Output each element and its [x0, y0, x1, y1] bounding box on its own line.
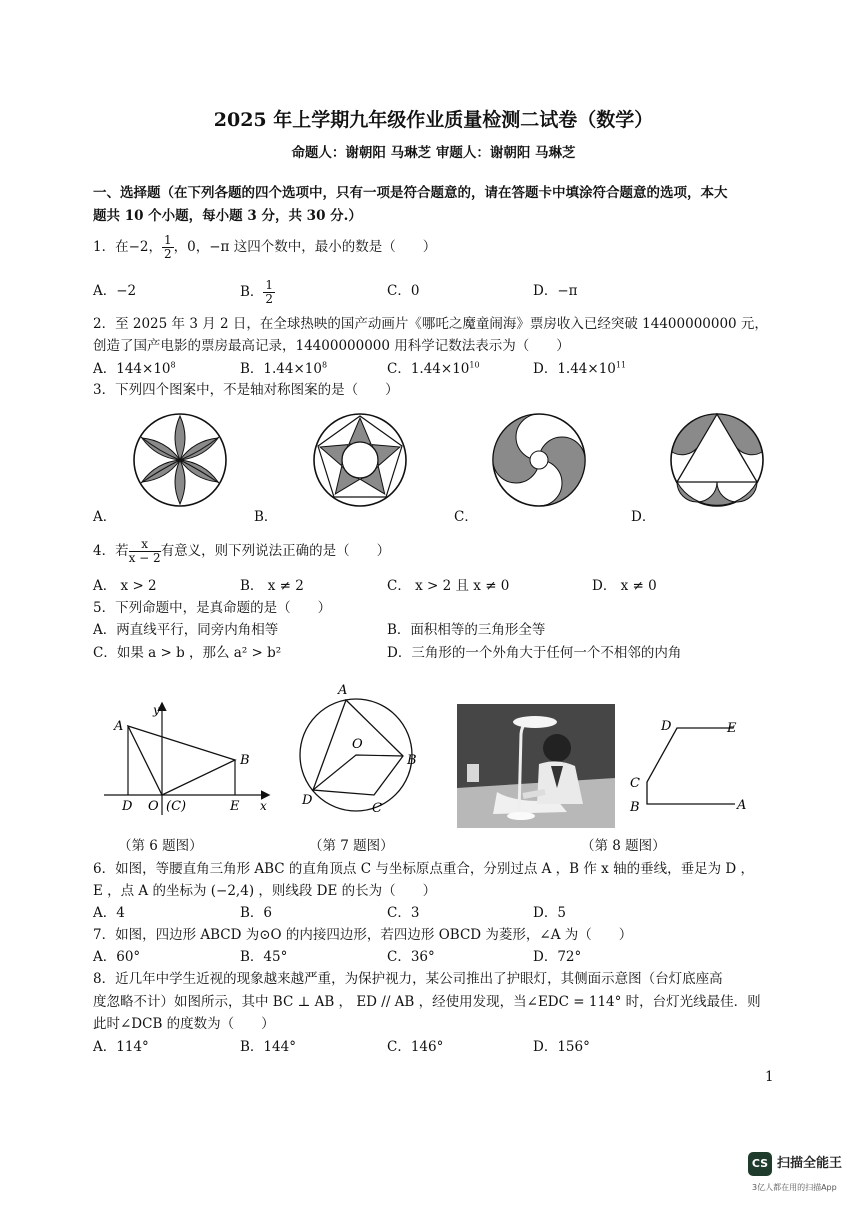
q7-option-a: A．60° [93, 949, 141, 965]
fig6-label-e: E [230, 799, 240, 814]
q8-line3: 此时∠DCB 的度数为（ ） [93, 1016, 275, 1032]
q2-line2: 创造了国产电影的票房最高记录，14400000000 用科学记数法表示为（ ） [93, 338, 570, 354]
section-heading-line2: 题共 10 个小题，每小题 3 分，共 30 分.） [93, 208, 362, 224]
q2-b-exp: 8 [321, 360, 328, 370]
q4-option-c: C． x > 2 且 x ≠ 0 [387, 578, 510, 594]
question-1-stem [93, 230, 436, 264]
q6-option-c: C．3 [387, 905, 420, 921]
q2-d-exp: 11 [615, 360, 627, 370]
section-heading-line1: 一、选择题（在下列各题的四个选项中，只有一项是符合题意的，请在答题卡中填涂符合题意的选项，本大 [93, 185, 728, 201]
q1-prefix: 1．在−2， [93, 239, 162, 255]
q8-option-b: B．144° [240, 1039, 296, 1055]
q3-figure-d-triangle [662, 412, 772, 508]
fig6-label-a: A [114, 719, 124, 734]
q2-option-b [240, 361, 327, 377]
q6-line1: 6．如图，等腰直角三角形 ABC 的直角顶点 C 与坐标原点重合，分别过点 A ，B 作 x 轴的垂线，垂足为 D ， [93, 861, 754, 877]
figure-6-caption: （第 6 题图） [118, 838, 203, 854]
q4-option-d: D． x ≠ 0 [592, 578, 657, 594]
fig8-label-c: C [630, 776, 640, 791]
q1-b-den: 2 [265, 292, 274, 306]
figure-8-caption: （第 8 题图） [581, 838, 666, 854]
fig6-label-b: B [240, 753, 250, 768]
fig8-label-d: D [661, 719, 672, 734]
fig7-label-b: B [407, 753, 417, 768]
q4-fraction [129, 538, 161, 565]
q2-line1: 2．至 2025 年 3 月 2 日，在全球热映的国产动画片《哪吒之魔童闹海》票房收入已经突破 14400000000 元， [93, 316, 768, 332]
q2-c-exp: 10 [469, 360, 480, 370]
q2-a-base: A．144×10 [93, 361, 171, 377]
q3-figure-a-flower [125, 412, 235, 508]
q6-line2: E ，点 A 的坐标为 (−2,4) ，则线段 DE 的长为（ ） [93, 883, 437, 899]
q1-option-d: D．−π [533, 283, 578, 299]
authors-line: 命题人：谢朝阳 马琳芝 审题人：谢朝阳 马琳芝 [291, 145, 576, 161]
q1-frac-den: 2 [164, 247, 172, 261]
q6-option-b: B．6 [240, 905, 273, 921]
q1-frac-num: 1 [164, 233, 172, 247]
q2-a-exp: 8 [170, 360, 176, 370]
q4-frac-num: x [129, 538, 161, 552]
fig7-label-c: C [372, 801, 382, 816]
fig8-label-a: A [737, 798, 747, 813]
q1-option-b-frac [263, 279, 275, 306]
q2-option-a [93, 361, 176, 377]
q2-option-c [387, 361, 480, 377]
fig7-label-d: D [302, 793, 313, 808]
scanner-app-name: 扫描全能王 [777, 1156, 843, 1171]
q2-option-d [533, 361, 626, 377]
q3-option-c: C． [454, 509, 478, 525]
figure-7-circle-quadrilateral [290, 680, 430, 825]
q2-b-base: B．1.44×10 [240, 361, 322, 377]
q4-frac-den: x − 2 [128, 551, 161, 565]
q7-option-b: B．45° [240, 949, 288, 965]
page-number: 1 [765, 1069, 774, 1085]
q3-stem: 3．下列四个图案中，不是轴对称图案的是（ ） [93, 382, 399, 398]
q3-figure-c-swirl [484, 412, 594, 508]
fig7-label-o: O [352, 737, 363, 752]
q1-suffix: ，0，−π 这四个数中，最小的数是（ ） [173, 239, 437, 255]
q7-stem: 7．如图，四边形 ABCD 为⊙O 的内接四边形，若四边形 OBCD 为菱形，∠A 为（ ） [93, 927, 633, 943]
q4-option-b: B． x ≠ 2 [240, 578, 304, 594]
q4-stem [93, 534, 390, 568]
q5-option-a: A．两直线平行，同旁内角相等 [93, 622, 279, 638]
q4-suffix: 有意义，则下列说法正确的是（ ） [160, 543, 391, 559]
q1-fraction [162, 234, 174, 261]
fig8-label-b: B [630, 800, 640, 815]
fig6-label-y: y [153, 703, 160, 717]
q8-option-d: D．156° [533, 1039, 590, 1055]
fig6-label-o: O [148, 799, 159, 814]
q5-option-b: B．面积相等的三角形全等 [387, 622, 546, 638]
q8-line1: 8．近几年中学生近视的现象越来越严重，为保护视力，某公司推出了护眼灯，其侧面示意图（台灯底座高 [93, 971, 723, 987]
q2-d-base: D．1.44×10 [533, 361, 616, 377]
fig7-label-a: A [338, 683, 348, 698]
figure-7-caption: （第 7 题图） [309, 838, 394, 854]
scanner-app-logo-icon: CS [748, 1152, 772, 1176]
figure-6-coordinate-triangle [100, 700, 280, 820]
fig6-label-d: D [122, 799, 133, 814]
q1-option-c: C．0 [387, 283, 420, 299]
q8-option-c: C．146° [387, 1039, 444, 1055]
q2-c-base: C．1.44×10 [387, 361, 470, 377]
fig8-label-e: E [727, 721, 737, 736]
scanner-app-tagline: 3亿人都在用的扫描App [752, 1183, 837, 1192]
q5-option-d: D．三角形的一个外角大于任何一个不相邻的内角 [387, 645, 682, 661]
q1-option-b-label: B． [240, 284, 264, 300]
q3-option-b: B． [254, 509, 278, 525]
q7-option-d: D．72° [533, 949, 582, 965]
figure-8-lamp-diagram [625, 712, 755, 816]
q1-option-a: A．−2 [93, 283, 137, 299]
q3-option-a: A． [93, 509, 117, 525]
q4-option-a: A． x > 2 [93, 578, 157, 594]
q1-b-num: 1 [265, 278, 274, 292]
q3-figure-b-star [305, 412, 415, 508]
q4-prefix: 4．若 [93, 543, 129, 559]
q6-option-d: D．5 [533, 905, 566, 921]
q1-option-b [240, 275, 275, 309]
fig6-label-c: (C) [166, 799, 187, 814]
q8-option-a: A．114° [93, 1039, 149, 1055]
q5-option-c: C．如果 a > b ，那么 a² > b² [93, 645, 282, 661]
figure-8-desk-lamp-photo [457, 704, 615, 828]
fig6-label-x: x [260, 799, 267, 813]
q5-stem: 5．下列命题中，是真命题的是（ ） [93, 600, 332, 616]
q6-option-a: A．4 [93, 905, 125, 921]
q3-option-d: D． [631, 509, 656, 525]
q8-line2: 度忽略不计）如图所示，其中 BC ⊥ AB ， ED // AB ，经使用发现，当∠EDC = 114° 时，台灯光线最佳．则 [93, 994, 761, 1010]
page-title: 2025 年上学期九年级作业质量检测二试卷（数学） [213, 109, 654, 131]
q7-option-c: C．36° [387, 949, 435, 965]
